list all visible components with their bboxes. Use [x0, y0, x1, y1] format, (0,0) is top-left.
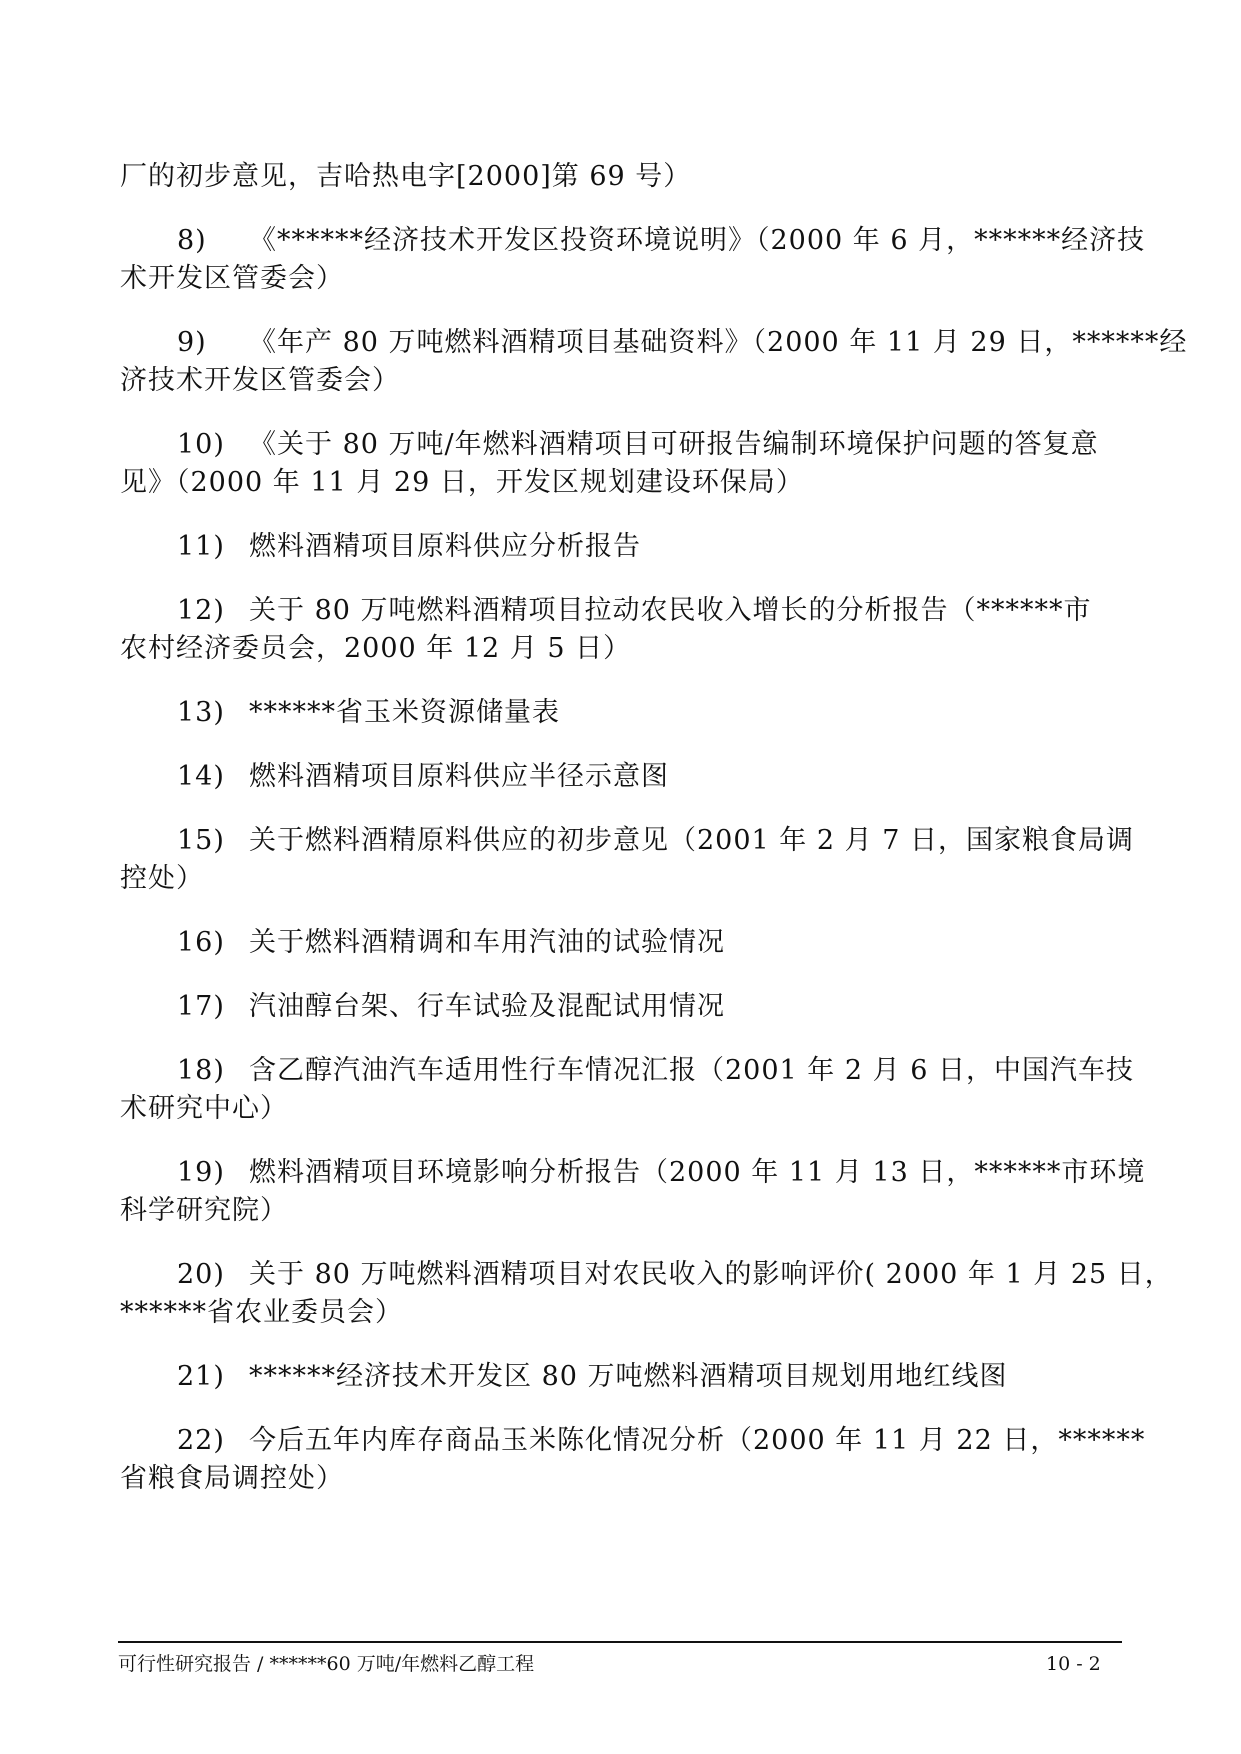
text-line: 厂的初步意见，吉哈热电字[2000]第 69 号） [120, 161, 692, 192]
reference-item-13 [120, 694, 1120, 732]
item-text: 《年产 80 万吨燃料酒精项目基础资料》（2000 年 11 月 29 日，******经 [249, 327, 1188, 358]
item-text-continuation: 控处） [120, 863, 204, 894]
item-text-continuation: 术研究中心） [120, 1093, 288, 1124]
item-number: 11) [177, 531, 225, 562]
item-number: 12) [177, 595, 225, 626]
item-number: 22) [177, 1425, 225, 1456]
reference-item-9 [120, 324, 1188, 400]
item-text: 含乙醇汽油汽车适用性行车情况汇报（2001 年 2 月 6 日，中国汽车技 [249, 1055, 1134, 1086]
item-number: 15) [177, 825, 225, 856]
item-text: 关于燃料酒精原料供应的初步意见（2001 年 2 月 7 日，国家粮食局调 [249, 825, 1134, 856]
item-number: 16) [177, 927, 225, 958]
item-text-continuation: 见》（2000 年 11 月 29 日，开发区规划建设环保局） [120, 467, 804, 498]
item-number: 8) [177, 225, 207, 256]
item-number: 10) [177, 429, 225, 460]
reference-item-17 [120, 988, 1120, 1026]
reference-item-12 [120, 592, 1120, 668]
item-text: 《关于 80 万吨/年燃料酒精项目可研报告编制环境保护问题的答复意 [249, 429, 1099, 460]
item-text: 燃料酒精项目环境影响分析报告（2000 年 11 月 13 日，******市环境 [249, 1157, 1146, 1188]
item-text-continuation: 省粮食局调控处） [120, 1463, 344, 1494]
item-text-continuation: 农村经济委员会，2000 年 12 月 5 日） [120, 633, 632, 664]
item-number: 9) [177, 327, 207, 358]
item-text: ******经济技术开发区 80 万吨燃料酒精项目规划用地红线图 [249, 1361, 1008, 1392]
item-text: 关于燃料酒精调和车用汽油的试验情况 [249, 927, 725, 958]
item-text: 燃料酒精项目原料供应半径示意图 [249, 761, 669, 792]
item-number: 17) [177, 991, 225, 1022]
footer-document-title: 可行性研究报告 / ******60 万吨/年燃料乙醇工程 [118, 1653, 535, 1675]
paragraph-continuation [120, 158, 1120, 196]
reference-item-10 [120, 426, 1120, 502]
item-text-continuation: 术开发区管委会） [120, 263, 344, 294]
reference-item-18 [120, 1052, 1134, 1128]
item-text: 关于 80 万吨燃料酒精项目拉动农民收入增长的分析报告（******市 [249, 595, 1092, 626]
item-text: ******省玉米资源储量表 [249, 697, 560, 728]
reference-item-20 [120, 1256, 1173, 1332]
item-text-continuation: 科学研究院） [120, 1195, 288, 1226]
item-number: 14) [177, 761, 225, 792]
item-number: 18) [177, 1055, 225, 1086]
item-text-continuation: ******省农业委员会） [120, 1297, 403, 1328]
reference-item-14 [120, 758, 1120, 796]
item-text: 燃料酒精项目原料供应分析报告 [249, 531, 641, 562]
item-text: 《******经济技术开发区投资环境说明》（2000 年 6 月，******经济技 [249, 225, 1146, 256]
reference-item-16 [120, 924, 1120, 962]
reference-item-19 [120, 1154, 1146, 1230]
footer-divider [118, 1641, 1122, 1643]
reference-item-8 [120, 222, 1146, 298]
page-number: 10 - 2 [1046, 1653, 1101, 1675]
item-text: 今后五年内库存商品玉米陈化情况分析（2000 年 11 月 22 日，****** [249, 1425, 1146, 1456]
reference-item-22 [120, 1422, 1146, 1498]
document-body [120, 158, 1188, 1524]
item-number: 13) [177, 697, 225, 728]
reference-item-11 [120, 528, 1120, 566]
item-text-continuation: 济技术开发区管委会） [120, 365, 400, 396]
item-number: 19) [177, 1157, 225, 1188]
item-text: 汽油醇台架、行车试验及混配试用情况 [249, 991, 725, 1022]
reference-item-15 [120, 822, 1134, 898]
item-number: 21) [177, 1361, 225, 1392]
item-text: 关于 80 万吨燃料酒精项目对农民收入的影响评价( 2000 年 1 月 25 日， [249, 1259, 1173, 1290]
item-number: 20) [177, 1259, 225, 1290]
reference-item-21 [120, 1358, 1120, 1396]
